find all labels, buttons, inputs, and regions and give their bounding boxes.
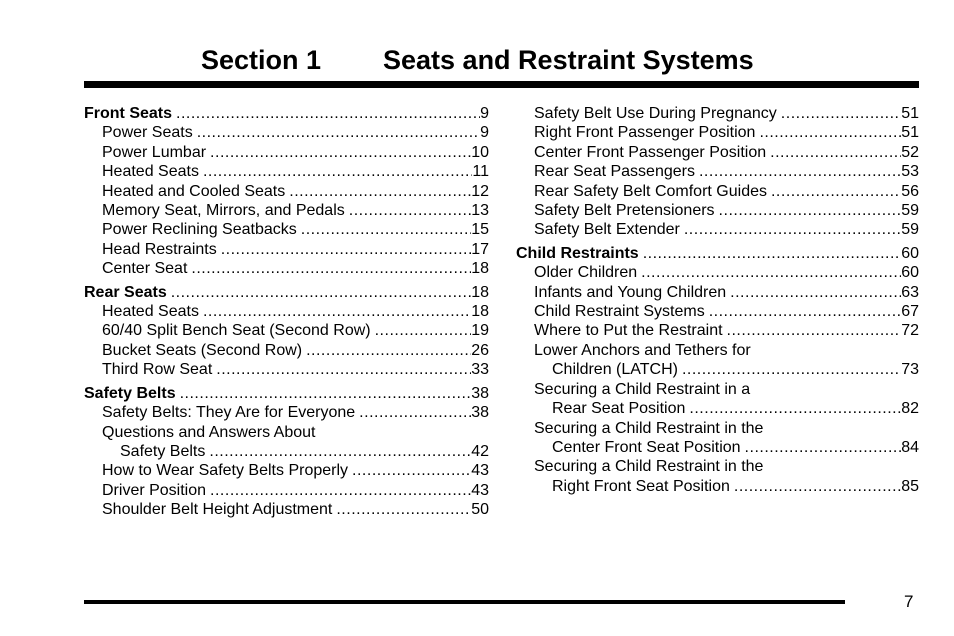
dot-leader xyxy=(734,477,901,496)
toc-entry-label: Center Seat xyxy=(102,260,188,278)
toc-entry[interactable] xyxy=(516,283,919,302)
toc-page-number: 10 xyxy=(471,143,489,161)
toc-entry-label: Lower Anchors and Tethers for xyxy=(534,341,751,359)
toc-entry[interactable] xyxy=(516,123,919,142)
toc-entry-label: Infants and Young Children xyxy=(534,283,727,301)
toc-entry[interactable] xyxy=(516,302,919,321)
dot-leader xyxy=(203,162,472,181)
toc-entry[interactable] xyxy=(84,360,489,379)
toc-entry-label: Rear Seats xyxy=(84,283,167,301)
toc-page-number: 67 xyxy=(901,303,919,321)
toc-page-number: 33 xyxy=(471,361,489,379)
dot-leader xyxy=(197,123,480,142)
toc-entry[interactable] xyxy=(84,240,489,259)
toc-entry[interactable] xyxy=(84,403,489,422)
toc-entry-label: Power Lumbar xyxy=(102,143,207,161)
dot-leader xyxy=(349,201,471,220)
dot-leader xyxy=(216,360,471,379)
dot-leader xyxy=(336,500,471,519)
toc-page-number: 9 xyxy=(480,124,489,142)
toc-page-number: 60 xyxy=(901,264,919,282)
toc-entry-label: Safety Belts xyxy=(120,442,206,460)
toc-entry-label: Heated and Cooled Seats xyxy=(102,182,286,200)
toc-entry[interactable] xyxy=(84,123,489,142)
toc-entry-label: Heated Seats xyxy=(102,163,199,181)
toc-page-number: 85 xyxy=(901,477,919,495)
dot-leader xyxy=(210,481,471,500)
dot-leader xyxy=(191,259,471,278)
toc-entry-label: Power Reclining Seatbacks xyxy=(102,221,297,239)
toc-entry-label: Children (LATCH) xyxy=(552,361,678,379)
toc-page-number: 9 xyxy=(480,105,489,122)
toc-entry-label: Rear Seat Passengers xyxy=(534,163,695,181)
dot-leader xyxy=(352,461,471,480)
toc-entry[interactable] xyxy=(84,302,489,321)
toc-entry-label: Safety Belts xyxy=(84,384,176,402)
dot-leader xyxy=(745,438,902,457)
section-title: Seats and Restraint Systems xyxy=(383,45,754,75)
toc-entry-label: Safety Belt Use During Pregnancy xyxy=(534,105,777,122)
toc-entry-continued[interactable] xyxy=(516,399,919,418)
toc-page-number: 42 xyxy=(471,442,489,460)
toc-entry[interactable] xyxy=(516,162,919,181)
dot-leader xyxy=(770,143,901,162)
toc-page-number: 50 xyxy=(471,501,489,519)
toc-entry[interactable] xyxy=(84,341,489,360)
toc-entry-label: Driver Position xyxy=(102,481,207,499)
toc-entry-label: Right Front Seat Position xyxy=(552,477,730,495)
toc-entry-label: Safety Belts: They Are for Everyone xyxy=(102,404,356,422)
toc-page-number: 19 xyxy=(471,322,489,340)
toc-entry[interactable] xyxy=(84,162,489,181)
section-heading xyxy=(0,42,954,78)
toc-page-number: 11 xyxy=(472,163,489,181)
toc-entry[interactable] xyxy=(84,182,489,201)
toc-entry-label: Questions and Answers About xyxy=(102,423,316,441)
toc-entry[interactable] xyxy=(84,500,489,519)
toc-entry-label: Center Front Passenger Position xyxy=(534,143,767,161)
toc-page-number: 38 xyxy=(471,404,489,422)
toc-entry-label: Securing a Child Restraint in the xyxy=(534,419,764,437)
toc-entry-continued[interactable] xyxy=(516,360,919,379)
toc-page-number: 15 xyxy=(471,221,489,239)
toc-page-number: 73 xyxy=(901,361,919,379)
toc-page-number: 60 xyxy=(901,244,919,262)
dot-leader xyxy=(699,162,901,181)
dot-leader xyxy=(176,104,480,123)
toc-entry-continued[interactable] xyxy=(516,477,919,496)
toc-page-number: 84 xyxy=(901,438,919,456)
toc-entry-label: Child Restraint Systems xyxy=(534,303,705,321)
toc-entry-label: Heated Seats xyxy=(102,303,199,321)
dot-leader xyxy=(709,302,901,321)
toc-entry[interactable] xyxy=(516,419,919,438)
toc-entry[interactable] xyxy=(516,201,919,220)
section-number: Section 1 xyxy=(201,45,322,75)
dot-leader xyxy=(289,182,471,201)
toc-entry-label: Older Children xyxy=(534,264,638,282)
dot-leader xyxy=(643,244,902,263)
dot-leader xyxy=(359,403,471,422)
toc-entry[interactable] xyxy=(516,143,919,162)
toc-entry[interactable] xyxy=(516,341,919,360)
dot-leader xyxy=(689,399,901,418)
toc-page-number: 43 xyxy=(471,462,489,480)
toc-page-number: 43 xyxy=(471,481,489,499)
toc-entry-label: Bucket Seats (Second Row) xyxy=(102,341,303,359)
toc-page-number: 51 xyxy=(901,105,919,122)
toc-entry[interactable] xyxy=(84,481,489,500)
dot-leader xyxy=(730,283,901,302)
toc-page-number: 59 xyxy=(901,221,919,239)
toc-page-number: 17 xyxy=(471,240,489,258)
footer-rule xyxy=(84,600,845,604)
toc-entry-label: Memory Seat, Mirrors, and Pedals xyxy=(102,202,345,220)
toc-heading[interactable] xyxy=(84,104,489,123)
toc-entry-label: Front Seats xyxy=(84,105,173,122)
toc-entry-label: How to Wear Safety Belts Properly xyxy=(102,462,349,480)
toc-page-number: 18 xyxy=(471,260,489,278)
dot-leader xyxy=(306,341,471,360)
toc-page-number: 72 xyxy=(901,322,919,340)
title-rule xyxy=(84,81,919,88)
toc-page-number: 13 xyxy=(471,202,489,220)
toc-entry[interactable] xyxy=(516,104,919,123)
dot-leader xyxy=(209,442,471,461)
toc-entry-label: Securing a Child Restraint in the xyxy=(534,458,764,476)
toc-page-number: 18 xyxy=(471,303,489,321)
toc-entry[interactable] xyxy=(516,220,919,239)
toc-page-number: 52 xyxy=(901,143,919,161)
toc-entry-label: Head Restraints xyxy=(102,240,217,258)
toc-column-left xyxy=(84,104,489,520)
toc-entry[interactable] xyxy=(516,380,919,399)
toc-entry-label: Safety Belt Pretensioners xyxy=(534,202,715,220)
toc-page-number: 63 xyxy=(901,283,919,301)
toc-entry-label: Securing a Child Restraint in a xyxy=(534,380,751,398)
toc-entry-label: Rear Safety Belt Comfort Guides xyxy=(534,182,767,200)
toc-entry[interactable] xyxy=(84,201,489,220)
toc-entry-label: Safety Belt Extender xyxy=(534,221,680,239)
toc-page-number: 18 xyxy=(471,283,489,301)
toc-entry-continued[interactable] xyxy=(84,442,489,461)
toc-column-right xyxy=(516,104,919,496)
toc-entry-label: Rear Seat Position xyxy=(552,400,686,418)
toc-entry-label: Shoulder Belt Height Adjustment xyxy=(102,501,333,519)
dot-leader xyxy=(682,360,901,379)
dot-leader xyxy=(301,220,471,239)
toc-entry-continued[interactable] xyxy=(516,438,919,457)
toc-page-number: 59 xyxy=(901,202,919,220)
dot-leader xyxy=(641,263,901,282)
toc-entry[interactable] xyxy=(84,220,489,239)
toc-page-number: 53 xyxy=(901,163,919,181)
toc-entry[interactable] xyxy=(84,143,489,162)
toc-page-number: 38 xyxy=(471,384,489,402)
toc-entry[interactable] xyxy=(84,461,489,480)
toc-entry-label: 60/40 Split Bench Seat (Second Row) xyxy=(102,322,371,340)
toc-heading[interactable] xyxy=(84,384,489,403)
dot-leader xyxy=(375,321,472,340)
toc-entry-label: Right Front Passenger Position xyxy=(534,124,756,142)
dot-leader xyxy=(203,302,471,321)
toc-entry[interactable] xyxy=(516,182,919,201)
toc-entry[interactable] xyxy=(516,321,919,340)
dot-leader xyxy=(781,104,901,123)
toc-entry-label: Power Seats xyxy=(102,124,193,142)
toc-heading[interactable] xyxy=(516,244,919,263)
dot-leader xyxy=(771,182,901,201)
toc-page-number: 56 xyxy=(901,182,919,200)
toc-entry-label: Center Front Seat Position xyxy=(552,438,741,456)
toc-page-number: 51 xyxy=(901,124,919,142)
toc-heading[interactable] xyxy=(84,283,489,302)
toc-page-number: 12 xyxy=(471,182,489,200)
dot-leader xyxy=(180,384,472,403)
dot-leader xyxy=(684,220,901,239)
dot-leader xyxy=(221,240,471,259)
toc-entry[interactable] xyxy=(84,259,489,278)
page-number: 7 xyxy=(904,592,914,611)
toc-entry[interactable] xyxy=(84,423,489,442)
toc-entry[interactable] xyxy=(516,457,919,476)
toc-entry-label: Where to Put the Restraint xyxy=(534,322,723,340)
toc-entry-label: Third Row Seat xyxy=(102,361,213,379)
dot-leader xyxy=(759,123,901,142)
dot-leader xyxy=(719,201,902,220)
toc-entry[interactable] xyxy=(516,263,919,282)
dot-leader xyxy=(727,321,902,340)
toc-page-number: 82 xyxy=(901,400,919,418)
dot-leader xyxy=(210,143,471,162)
dot-leader xyxy=(171,283,471,302)
toc-entry[interactable] xyxy=(84,321,489,340)
toc-page-number: 26 xyxy=(471,341,489,359)
toc-entry-label: Child Restraints xyxy=(516,244,639,262)
